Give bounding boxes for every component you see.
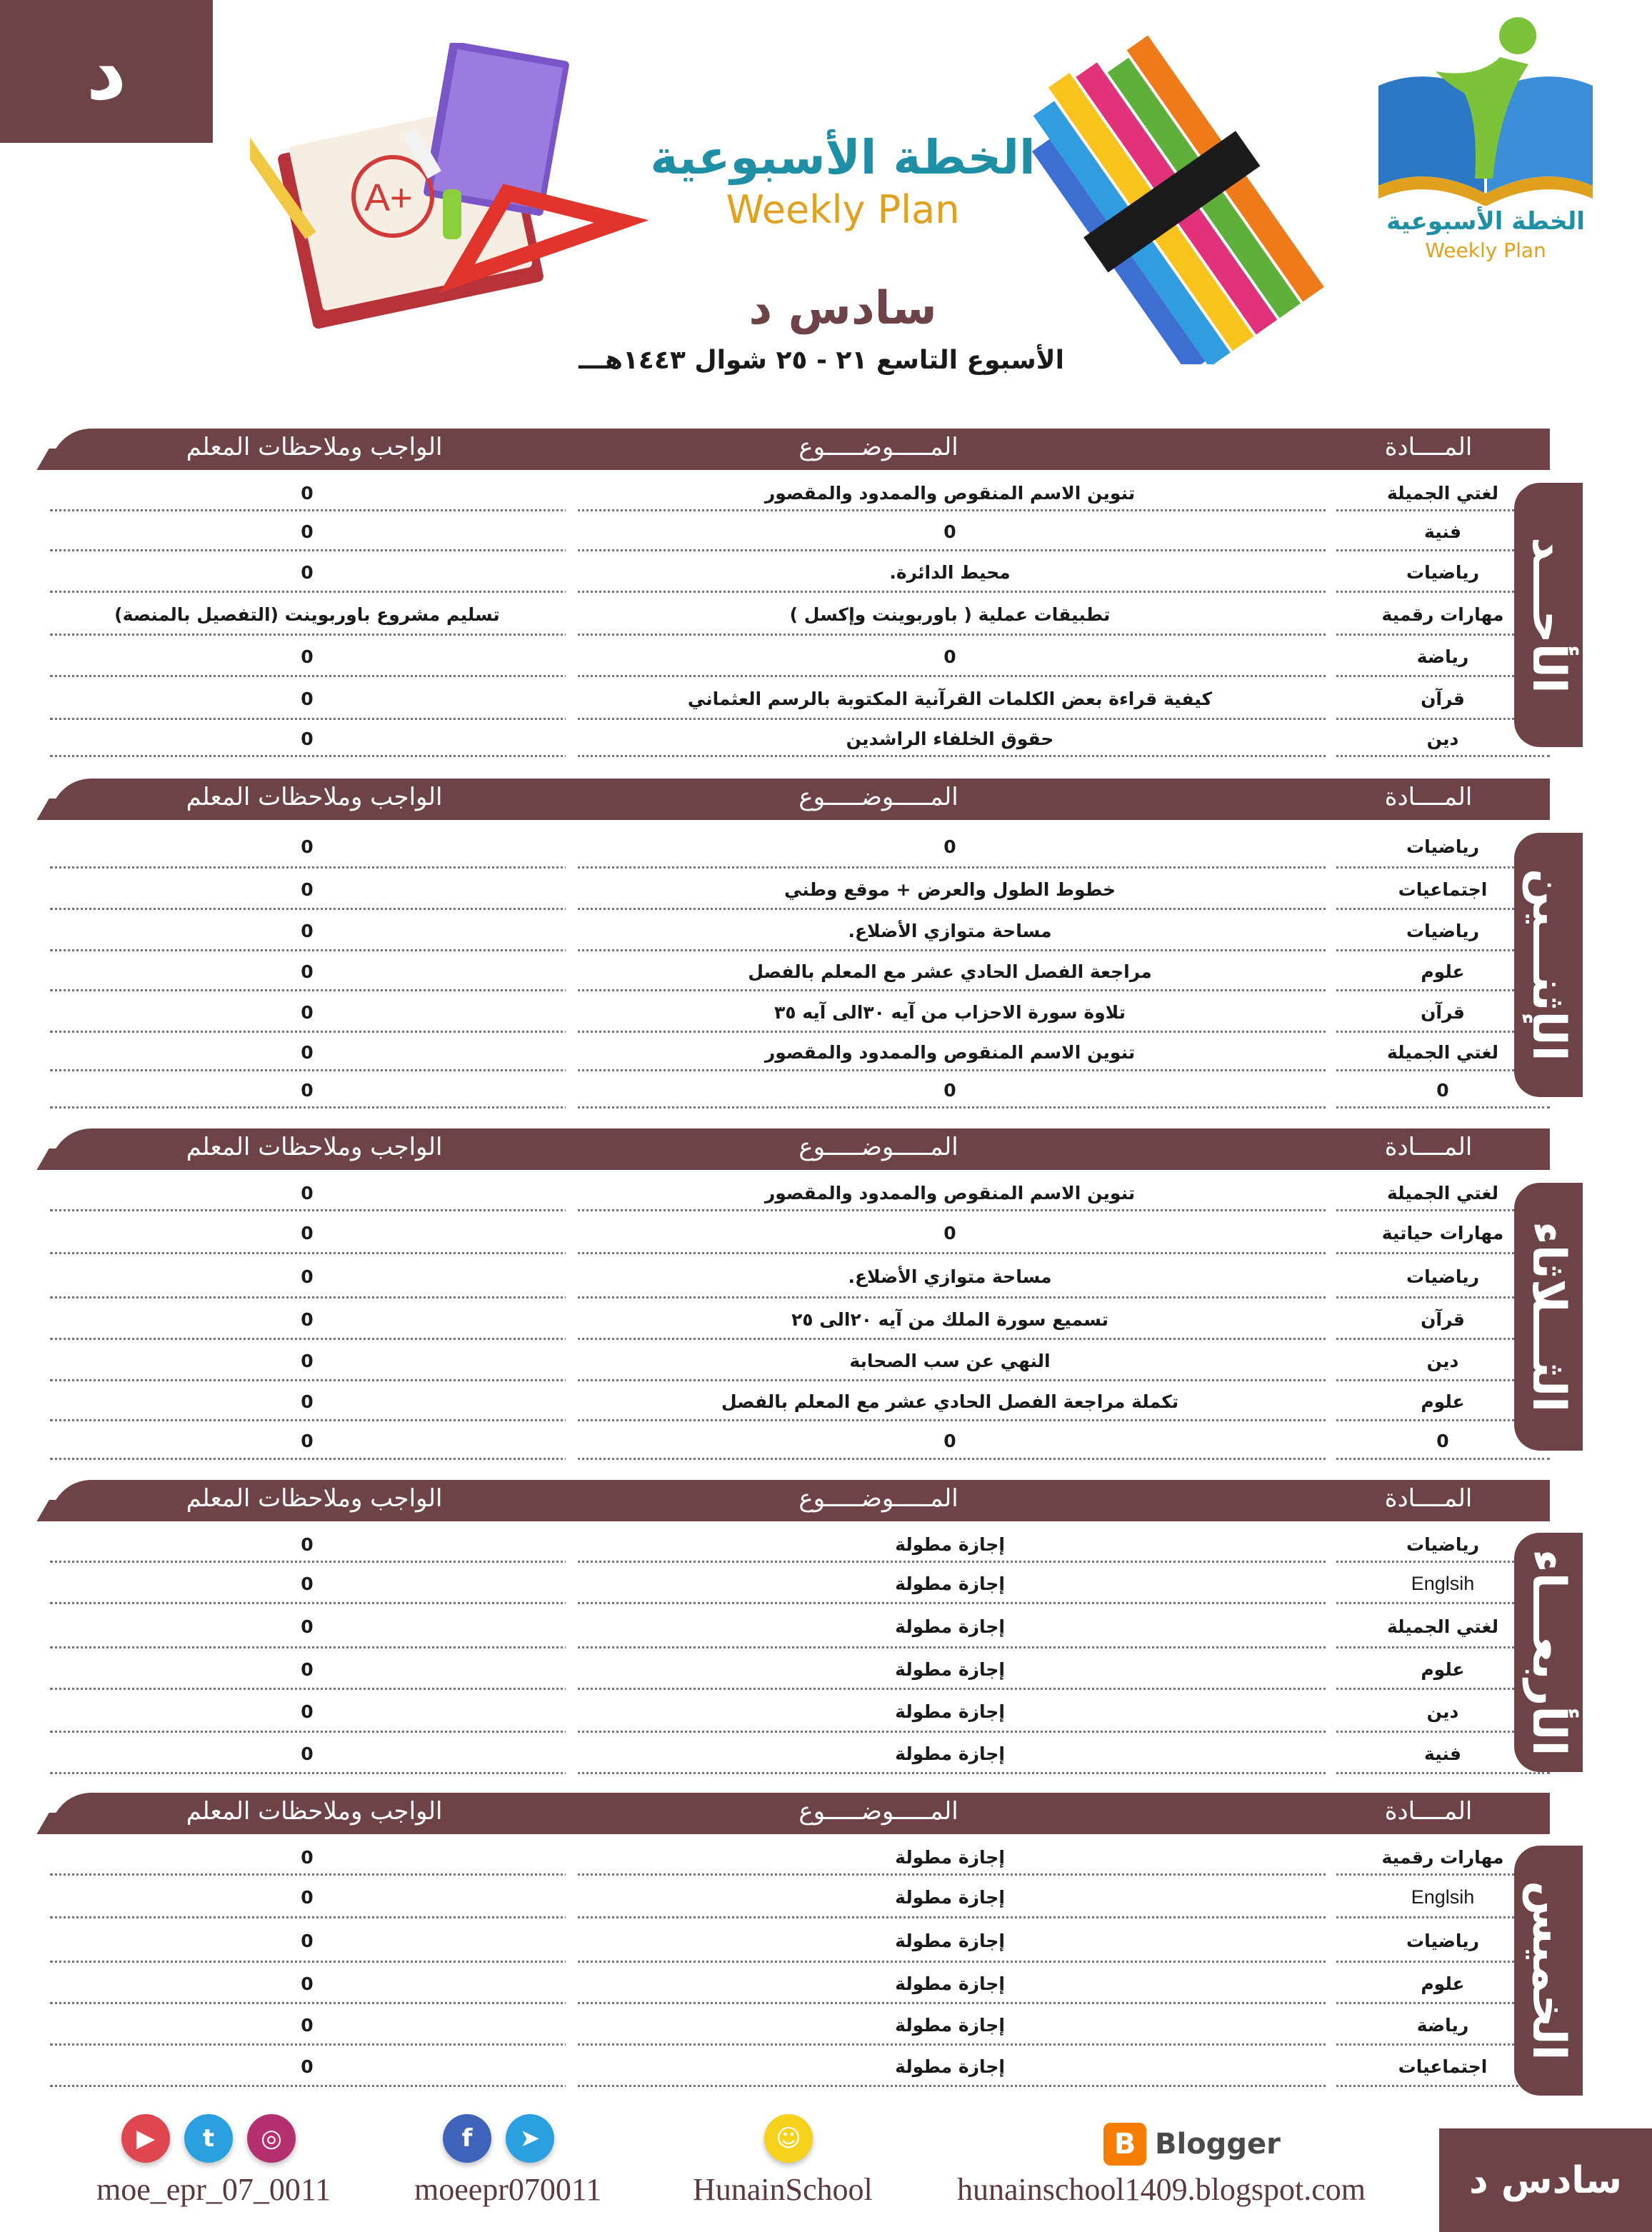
subject-cell: 0 (1436, 1430, 1449, 1451)
topic-cell: 0 (943, 521, 956, 542)
topic-cell: تنوين الاسم المنقوص والممدود والمقصور (764, 1041, 1136, 1063)
brand-title-en: Weekly Plan (726, 186, 960, 232)
topic-cell: إجازة مطولة (895, 2056, 1005, 2077)
homework-cell: 0 (301, 521, 314, 542)
topic-cell: مساحة متوازي الأضلاع. (848, 1266, 1052, 1287)
header-homework: الواجب وملاحظات المعلم (186, 1797, 443, 1826)
subject-cell: فنية (1424, 521, 1461, 542)
table-row (50, 1876, 1550, 1918)
homework-cell: 0 (301, 1573, 314, 1594)
topic-cell: 0 (943, 646, 956, 667)
topic-cell: مراجعة الفصل الحادي عشر مع المعلم بالفصل (748, 961, 1152, 982)
subject-cell: قرآن (1421, 688, 1465, 709)
table-row (50, 1838, 1550, 1876)
homework-cell: تسليم مشروع باوربوينت (التفصيل بالمنصة) (114, 604, 500, 625)
table-row (50, 677, 1550, 720)
table-row (50, 1340, 1550, 1381)
subject-cell: لغتي الجميلة (1387, 482, 1499, 504)
topic-cell: إجازة مطولة (895, 1846, 1005, 1868)
topic-cell: إجازة مطولة (895, 1701, 1005, 1722)
topic-cell: 0 (943, 1222, 956, 1243)
table-row (50, 511, 1550, 551)
homework-cell: 0 (301, 1182, 314, 1203)
header-subject: المــــادة (1384, 1484, 1473, 1513)
subject-cell: مهارات رقمية (1381, 1846, 1504, 1868)
table-row (50, 2004, 1550, 2046)
header-subject: المــــادة (1384, 1133, 1473, 1161)
week-dates: الأسبوع التاسع ٢١ - ٢٥ شوال ١٤٤٣هـــ (579, 346, 1064, 375)
topic-cell: تكملة مراجعة الفصل الحادي عشر مع المعلم بالفصل (721, 1391, 1179, 1412)
homework-cell: 0 (301, 1533, 314, 1555)
header-subject: المــــادة (1384, 433, 1473, 461)
subject-cell: رياضة (1416, 646, 1469, 667)
header-homework: الواجب وملاحظات المعلم (186, 783, 443, 811)
homework-cell: 0 (301, 920, 314, 941)
subject-cell: لغتي الجميلة (1387, 1182, 1499, 1203)
homework-cell: 0 (301, 1079, 314, 1101)
subject-cell: دين (1426, 728, 1459, 749)
subject-cell: اجتماعيات (1398, 879, 1488, 900)
homework-cell: 0 (301, 961, 314, 982)
homework-cell: 0 (301, 1743, 314, 1764)
homework-cell: 0 (301, 1391, 314, 1412)
homework-cell: 0 (301, 1350, 314, 1371)
brand-title-ar: الخطة الأسبوعية (650, 130, 1036, 185)
subject-cell: Englsih (1411, 1886, 1475, 1908)
subject-cell: لغتي الجميلة (1387, 1041, 1499, 1063)
table-row (50, 1563, 1550, 1604)
subject-cell: 0 (1436, 1079, 1449, 1101)
topic-cell: إجازة مطولة (895, 1658, 1005, 1680)
table-header (50, 779, 1550, 820)
homework-cell: 0 (301, 1430, 314, 1451)
subject-cell: دين (1426, 1701, 1459, 1722)
subject-cell: اجتماعيات (1398, 2056, 1488, 2077)
table-header (50, 429, 1550, 470)
topic-cell: إجازة مطولة (895, 2014, 1005, 2036)
homework-cell: 0 (301, 1001, 314, 1023)
handle-snapchat[interactable]: HunainSchool (693, 2172, 873, 2207)
homework-cell: 0 (301, 482, 314, 504)
header-topic: المـــــوضـــــوع (799, 783, 958, 811)
table-row (50, 1690, 1550, 1733)
topic-cell: تلاوة سورة الاحزاب من آيه ٣٠الى آيه ٣٥ (774, 1001, 1126, 1023)
stationery-illustration (250, 43, 650, 343)
subject-cell: رياضة (1416, 2014, 1469, 2036)
homework-cell: 0 (301, 688, 314, 709)
topic-cell: إجازة مطولة (895, 1930, 1005, 1951)
subject-cell: علوم (1421, 1391, 1465, 1412)
homework-cell: 0 (301, 1041, 314, 1063)
topic-cell: إجازة مطولة (895, 1973, 1005, 1994)
subject-cell: لغتي الجميلة (1387, 1616, 1499, 1637)
homework-cell: 0 (301, 1222, 314, 1243)
subject-cell: رياضيات (1406, 561, 1480, 583)
homework-cell: 0 (301, 1658, 314, 1680)
table-row (50, 1648, 1550, 1690)
topic-cell: إجازة مطولة (895, 1573, 1005, 1594)
table-row (50, 636, 1550, 677)
table-row (50, 1604, 1550, 1648)
homework-cell: 0 (301, 2056, 314, 2077)
snapchat-icon[interactable]: ☺ (764, 2114, 813, 2163)
topic-cell: إجازة مطولة (895, 1616, 1005, 1637)
homework-cell: 0 (301, 1616, 314, 1637)
topic-cell: تسميع سورة الملك من آيه ٢٠الى ٢٥ (791, 1308, 1109, 1330)
topic-cell: 0 (943, 1079, 956, 1101)
homework-cell: 0 (301, 561, 314, 583)
topic-cell: إجازة مطولة (895, 1743, 1005, 1764)
subject-cell: قرآن (1421, 1001, 1465, 1023)
table-row (50, 1071, 1550, 1109)
footer-class-label: سادس د (1439, 2128, 1652, 2232)
subject-cell: قرآن (1421, 1308, 1465, 1330)
blogger-label: Blogger (1155, 2128, 1281, 2161)
blogger-icon: B (1103, 2123, 1146, 2166)
table-header (50, 1480, 1550, 1521)
twitter-icon[interactable]: t (184, 2114, 233, 2163)
day-tab-wednesday: الأربعـــاء (1514, 1533, 1583, 1772)
subject-cell: مهارات حياتية (1381, 1222, 1504, 1243)
table-row (50, 1298, 1550, 1340)
table-row (50, 951, 1550, 991)
table-row (50, 593, 1550, 636)
table-row (50, 1211, 1550, 1254)
homework-cell: 0 (301, 836, 314, 857)
subject-cell: رياضيات (1406, 1930, 1480, 1951)
day-tab-monday: الإثنـــين (1514, 833, 1583, 1097)
table-row (50, 1174, 1550, 1211)
subject-cell: دين (1426, 1350, 1459, 1371)
table-row (50, 1381, 1550, 1421)
homework-cell: 0 (301, 1266, 314, 1287)
topic-cell: محيط الدائرة. (889, 561, 1011, 583)
subject-cell: علوم (1421, 1973, 1465, 1994)
day-tab-thursday: الخميس (1514, 1846, 1583, 2096)
table-row (50, 991, 1550, 1033)
homework-cell: 0 (301, 2014, 314, 2036)
topic-cell: كيفية قراءة بعض الكلمات القرآنية المكتوبة بالرسم العثماني (687, 688, 1213, 709)
header-homework: الواجب وملاحظات المعلم (186, 433, 443, 461)
table-row (50, 1733, 1550, 1774)
header-subject: المــــادة (1384, 1797, 1473, 1826)
telegram-icon[interactable]: ➤ (506, 2114, 554, 2163)
header-homework: الواجب وملاحظات المعلم (186, 1484, 443, 1513)
table-row (50, 1963, 1550, 2004)
svg-text:A+: A+ (364, 176, 413, 219)
blogger-badge[interactable] (1103, 2123, 1281, 2166)
homework-cell: 0 (301, 1930, 314, 1951)
table-header (50, 1793, 1550, 1834)
table-row (50, 1033, 1550, 1071)
topic-cell: 0 (943, 836, 956, 857)
header-topic: المـــــوضـــــوع (799, 1133, 958, 1161)
subject-cell: مهارات رقمية (1381, 604, 1504, 625)
header-topic: المـــــوضـــــوع (799, 1484, 958, 1513)
table-row (50, 720, 1550, 757)
topic-cell: 0 (943, 1430, 956, 1451)
homework-cell: 0 (301, 1846, 314, 1868)
homework-cell: 0 (301, 1308, 314, 1330)
class-title: سادس د (749, 282, 937, 335)
topic-cell: إجازة مطولة (895, 1886, 1005, 1908)
homework-cell: 0 (301, 1701, 314, 1722)
table-header (50, 1128, 1550, 1170)
social-group-3 (764, 2114, 813, 2171)
topic-cell: النهي عن سب الصحابة (849, 1350, 1051, 1371)
pencils-illustration (1014, 29, 1357, 364)
homework-cell: 0 (301, 1886, 314, 1908)
logo-title-en: Weekly Plan (1425, 239, 1546, 262)
facebook-icon[interactable]: f (443, 2114, 491, 2163)
table-row (50, 1918, 1550, 1963)
table-row (50, 2046, 1550, 2087)
table-row (50, 1421, 1550, 1460)
table-row (50, 910, 1550, 951)
social-group-1 (121, 2114, 296, 2171)
header-subject: المــــادة (1384, 783, 1473, 811)
topic-cell: حقوق الخلفاء الراشدين (846, 728, 1054, 749)
subject-cell: رياضيات (1406, 920, 1480, 941)
topic-cell: مساحة متوازي الأضلاع. (848, 920, 1052, 941)
topic-cell: خطوط الطول والعرض + موقع وطني (784, 879, 1116, 900)
homework-cell: 0 (301, 879, 314, 900)
table-row (50, 869, 1550, 910)
day-tab-tuesday: الثـــلاثاء (1514, 1183, 1583, 1451)
subject-cell: رياضيات (1406, 1266, 1480, 1287)
table-row (50, 551, 1550, 593)
subject-cell: علوم (1421, 1658, 1465, 1680)
homework-cell: 0 (301, 646, 314, 667)
social-group-2 (443, 2114, 554, 2171)
weekly-plan-brand (629, 132, 1057, 231)
subject-cell: رياضيات (1406, 836, 1480, 857)
table-row (50, 824, 1550, 869)
header-homework: الواجب وملاحظات المعلم (186, 1133, 443, 1161)
header-topic: المـــــوضـــــوع (799, 1797, 958, 1826)
header-topic: المـــــوضـــــوع (799, 433, 958, 461)
logo-title-ar: الخطة الأسبوعية (1386, 207, 1585, 236)
youtube-icon[interactable]: ▶ (121, 2114, 170, 2163)
handle-facebook-telegram[interactable]: moeepr070011 (414, 2172, 602, 2207)
table-row (50, 1254, 1550, 1298)
homework-cell: 0 (301, 1973, 314, 1994)
topic-cell: تنوين الاسم المنقوص والممدود والمقصور (764, 1182, 1136, 1203)
subject-cell: رياضيات (1406, 1533, 1480, 1555)
handle-twitter-youtube[interactable]: moe_epr_07_0011 (96, 2172, 331, 2207)
topic-cell: تنوين الاسم المنقوص والممدود والمقصور (764, 482, 1136, 504)
subject-cell: علوم (1421, 961, 1465, 982)
table-row (50, 474, 1550, 511)
homework-cell: 0 (301, 728, 314, 749)
blog-url[interactable]: hunainschool1409.blogspot.com (957, 2172, 1366, 2207)
corner-class-letter: د (0, 0, 213, 143)
topic-cell: إجازة مطولة (895, 1533, 1005, 1555)
instagram-icon[interactable]: ◎ (247, 2114, 296, 2163)
subject-cell: فنية (1424, 1743, 1461, 1764)
day-tab-sunday: الأحـــد (1514, 483, 1583, 747)
topic-cell: تطبيقات عملية ( باوربوينت وإكسل ) (789, 604, 1111, 625)
subject-cell: Englsih (1411, 1572, 1475, 1594)
table-row (50, 1526, 1550, 1563)
